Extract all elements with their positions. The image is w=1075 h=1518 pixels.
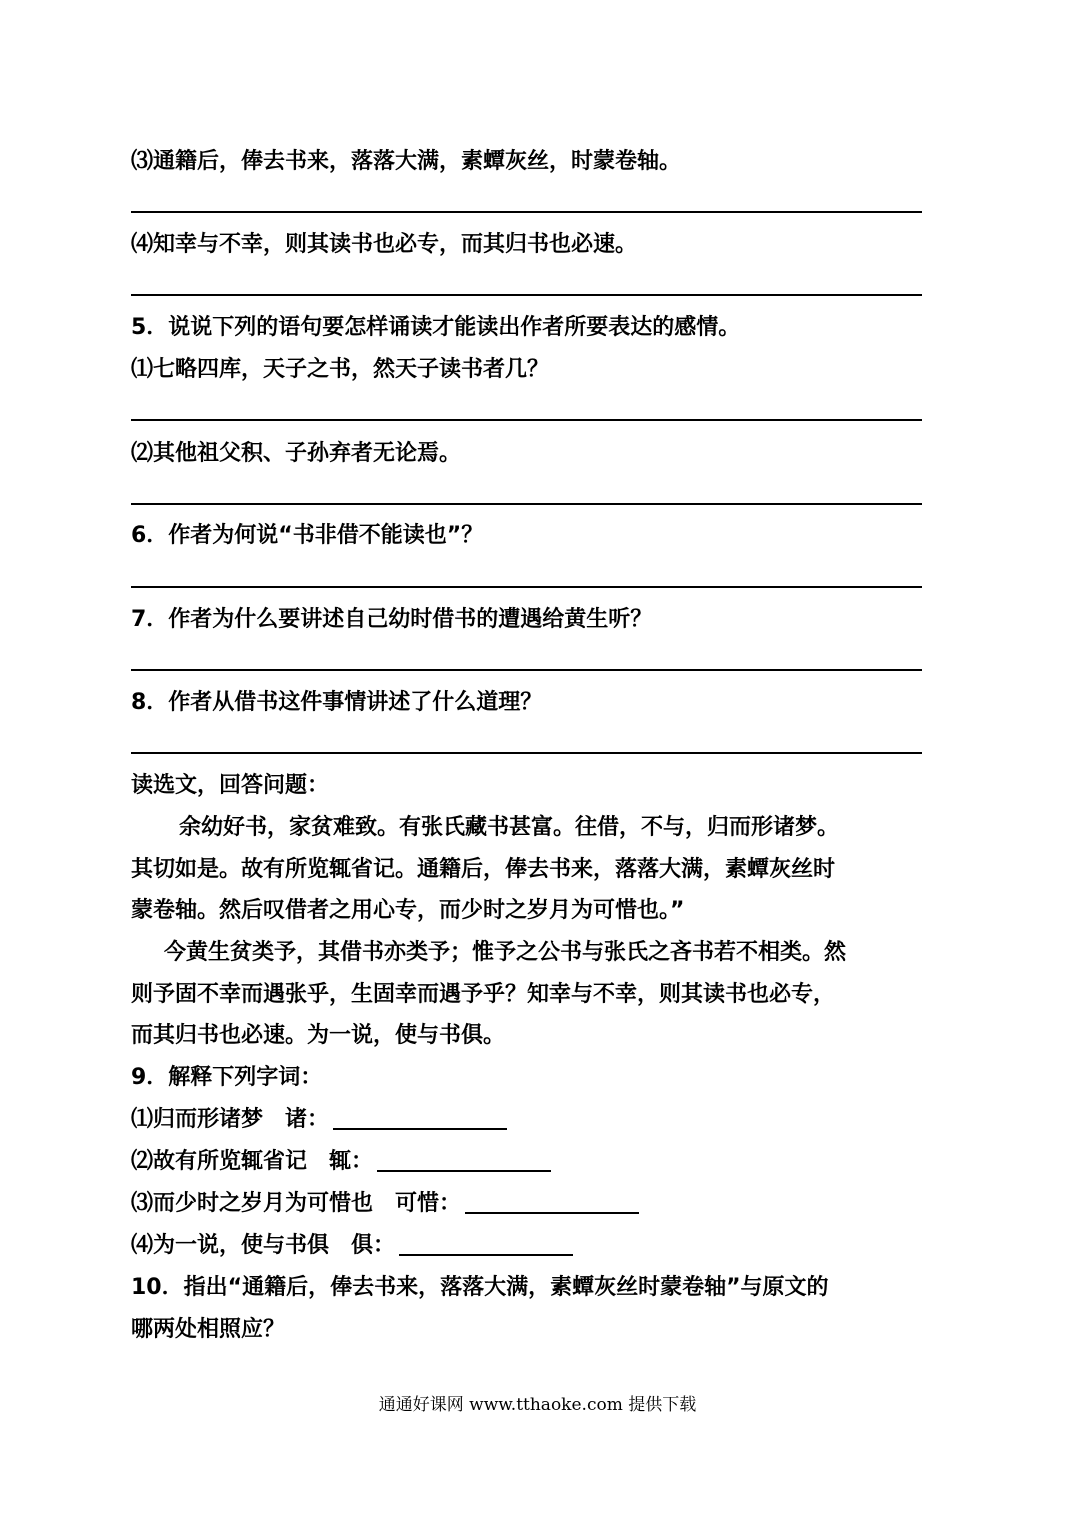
answer-line-5-2 [131,503,922,505]
question-9-item-text: ⑷为一说，使与书俱 俱： [131,1233,396,1258]
question-9-item [131,1190,639,1218]
question-9-item-text: ⑶而少时之岁月为可惜也 可惜： [131,1191,462,1216]
passage-text: 今黄生贫类予，其借书亦类予；惟予之公书与张氏之吝书若不相类。然 [164,940,847,965]
question-9-item [131,1232,573,1260]
question-9-item [131,1106,507,1134]
answer-line-4-4 [131,294,922,296]
question-6: 6．作者为何说“书非借不能读也”？ [131,523,484,548]
passage-line: 则予固不幸而遇张乎，生固幸而遇予乎？知幸与不幸，则其读书也必专， [131,982,836,1007]
answer-blank[interactable] [465,1210,639,1214]
question-5-2: ⑵其他祖父积、子孙弃者无论焉。 [131,441,462,466]
question-9: 9．解释下列字词： [131,1065,323,1090]
passage-text: 余幼好书，家贫难致。有张氏藏书甚富。往借，不与，归而形诸梦。 [179,815,840,840]
question-5: 5．说说下列的语句要怎样诵读才能读出作者所要表达的感情。 [131,315,741,340]
passage-line: 其切如是。故有所览辄省记。通籍后，俸去书来，落落大满，素蟫灰丝时 [131,857,836,882]
passage-line [131,814,839,842]
question-7: 7．作者为什么要讲述自己幼时借书的遭遇给黄生听？ [131,607,653,632]
answer-line-5-1 [131,419,922,421]
question-4-3: ⑶通籍后，俸去书来，落落大满，素蟫灰丝，时蒙卷轴。 [131,149,682,174]
answer-line-4-3 [131,211,922,213]
question-10-cont: 哪两处相照应？ [131,1317,286,1342]
answer-line-7 [131,669,922,671]
answer-blank[interactable] [377,1168,551,1172]
answer-line-6 [131,586,922,588]
passage-intro: 读选文，回答问题： [131,773,330,798]
question-5-1: ⑴七略四库，天子之书，然天子读书者几？ [131,357,550,382]
answer-line-8 [131,752,922,754]
passage-line [131,939,846,967]
footer-credit: 通通好课网 www.tthaoke.com 提供下载 [378,1395,697,1415]
question-9-item [131,1148,551,1176]
question-9-item-text: ⑵故有所览辄省记 辄： [131,1149,374,1174]
question-9-item-text: ⑴归而形诸梦 诸： [131,1107,330,1132]
question-4-4: ⑷知幸与不幸，则其读书也必专，而其归书也必速。 [131,232,638,257]
answer-blank[interactable] [399,1252,573,1256]
answer-blank[interactable] [333,1126,507,1130]
question-10: 10．指出“通籍后，俸去书来，落落大满，素蟫灰丝时蒙卷轴”与原文的 [131,1275,829,1300]
passage-line: 而其归书也必速。为一说，使与书俱。 [131,1023,506,1048]
question-8: 8．作者从借书这件事情讲述了什么道理？ [131,690,543,715]
passage-line: 蒙卷轴。然后叹借者之用心专，而少时之岁月为可惜也。” [131,898,685,923]
